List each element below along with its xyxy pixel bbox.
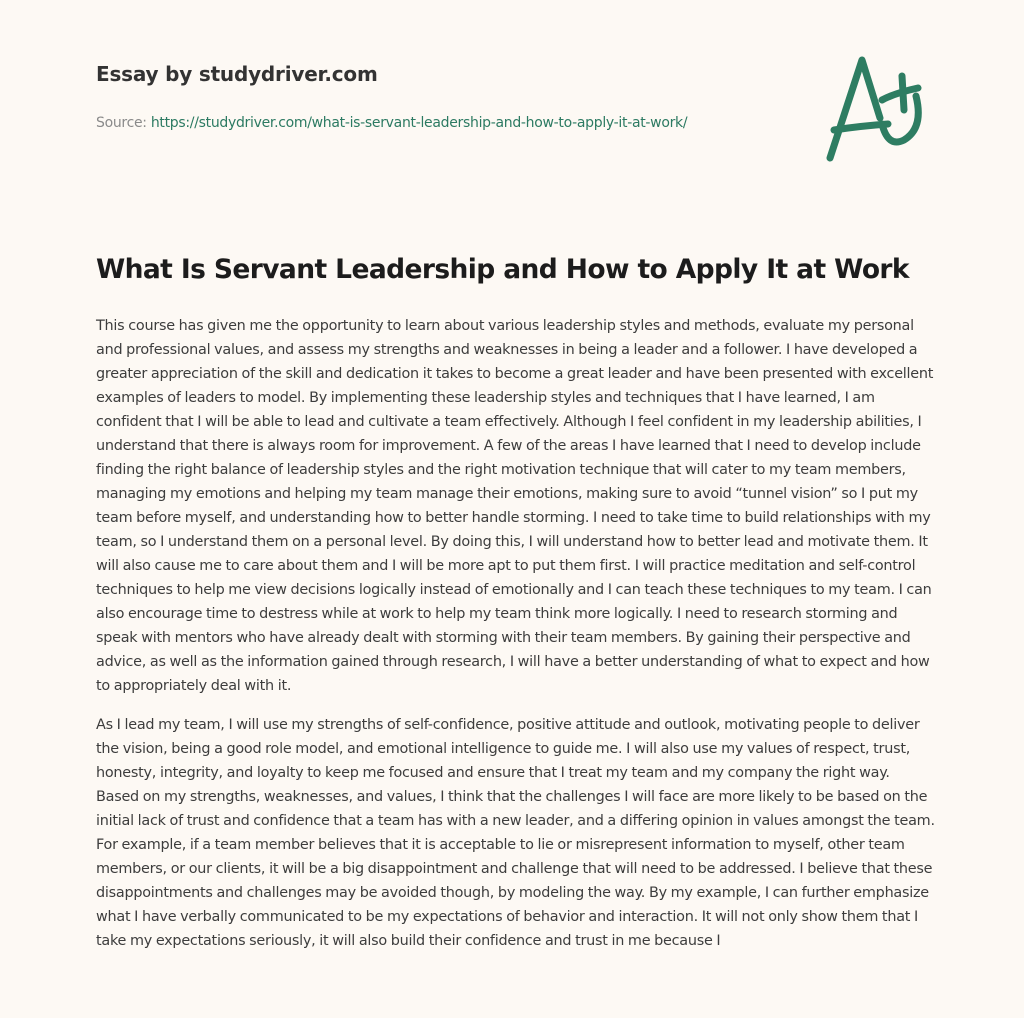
source-line — [96, 111, 736, 135]
site-title: Essay by studydriver.com — [96, 62, 378, 86]
article-body — [96, 314, 936, 968]
a-plus-grade-icon — [820, 38, 940, 168]
article-title: What Is Servant Leadership and How to Apply It at Work — [96, 254, 909, 285]
source-label: Source: — [96, 115, 151, 131]
source-link[interactable]: https://studydriver.com/what-is-servant-leadership-and-how-to-apply-it-at-work/ — [150, 115, 688, 131]
paragraph: As I lead my team, I will use my strengths of self-confidence, positive attitude and outlook, motivating people to deliver the vision, being a good role model, and emotional intelligence to guide me. I will also use my values of respect, trust, honesty, integrity, and loyalty to keep me focused and ensure that I treat my team and my company the right way. Based on my strengths, weaknesses, and values, I think that the challenges I will face are more likely to be based on the initial lack of trust and confidence that a team has with a new leader, and a differing opinion in values amongst the team. For example, if a team member believes that it is acceptable to lie or misrepresent information to myself, other team members, or our clients, it will be a big disappointment and challenge that will need to be addressed. I believe that these disappointments and challenges may be avoided though, by modeling the way. By my example, I can further emphasize what I have verbally communicated to be my expectations of behavior and interaction. It will not only show them that I take my expectations seriously, it will also build their confidence and trust in me because I — [96, 717, 935, 949]
paragraph: This course has given me the opportunity to learn about various leadership styles and methods, evaluate my personal and professional values, and assess my strengths and weaknesses in being a leader and a follower. I have developed a greater appreciation of the skill and dedication it takes to become a great leader and have been presented with excellent examples of leaders to model. By implementing these leadership styles and techniques that I have learned, I am confident that I will be able to lead and cultivate a team effectively. Although I feel confident in my leadership abilities, I understand that there is always room for improvement. A few of the areas I have learned that I need to develop include finding the right balance of leadership styles and the right motivation technique that will cater to my team members, managing my emotions and helping my team manage their emotions, making sure to avoid “tunnel vision” so I put my team before myself, and understanding how to better handle storming. I need to take time to build relationships with my team, so I understand them on a personal level. By doing this, I will understand how to better lead and motivate them. It will also cause me to care about them and I will be more apt to put them first. I will practice meditation and self-control techniques to help me view decisions logically instead of emotionally and I can teach these techniques to my team. I can also encourage time to destress while at work to help my team think more logically. I need to research storming and speak with mentors who have already dealt with storming with their team members. By gaining their perspective and advice, as well as the information gained through research, I will have a better understanding of what to expect and how to appropriately deal with it. — [96, 318, 934, 694]
header — [96, 62, 736, 135]
